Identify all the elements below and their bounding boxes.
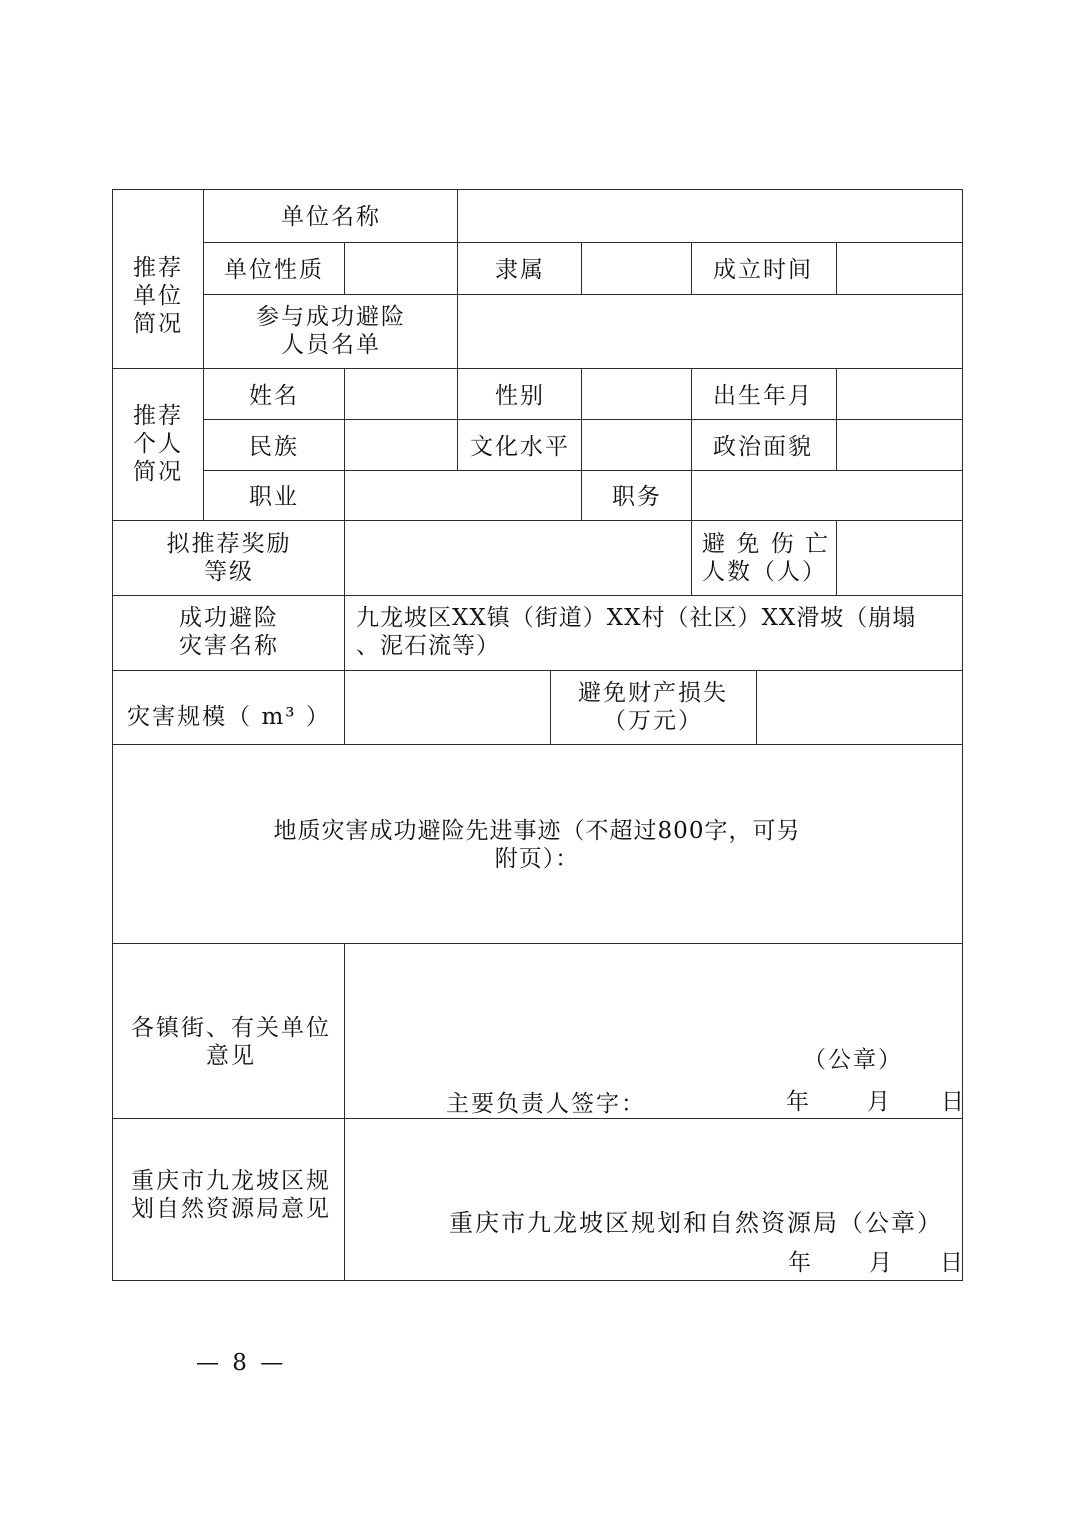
property-loss-label: 避免财产损失 （万元） xyxy=(578,680,728,734)
participants-label: 参与成功避险 人员名单 xyxy=(256,304,406,358)
town-month: 月 xyxy=(867,1089,892,1115)
bureau-year: 年 xyxy=(788,1250,813,1276)
row-line xyxy=(203,294,962,295)
name-label: 姓名 xyxy=(249,383,299,409)
position-label: 职务 xyxy=(612,484,662,510)
row-line xyxy=(112,595,963,596)
deeds-label: 地质灾害成功避险先进事迹（不超过800字，可另附页）： xyxy=(273,818,801,872)
col-line xyxy=(836,242,837,294)
established-label: 成立时间 xyxy=(713,257,813,283)
personal-section-label: 推荐 个人 简况 xyxy=(133,403,183,485)
col-line xyxy=(344,242,345,294)
signature-label: 主要负责人签字： xyxy=(446,1091,646,1117)
col-line xyxy=(344,943,345,1281)
town-year: 年 xyxy=(786,1089,811,1115)
birth-label: 出生年月 xyxy=(713,383,813,409)
town-seal: （公章） xyxy=(803,1047,903,1073)
occupation-label: 职业 xyxy=(249,484,299,510)
row-line xyxy=(203,419,962,420)
unit-name-label: 单位名称 xyxy=(281,204,381,230)
town-opinion-label: 各镇街、有关单位 意见 xyxy=(131,1015,331,1069)
col-line xyxy=(203,189,204,520)
political-status-label: 政治面貌 xyxy=(713,434,813,460)
col-line xyxy=(457,368,458,470)
bureau-month: 月 xyxy=(869,1250,894,1276)
col-line xyxy=(344,368,345,744)
col-line xyxy=(550,670,551,744)
col-line xyxy=(581,242,582,294)
disaster-name-label: 成功避险 灾害名称 xyxy=(179,605,279,659)
disaster-name-value: 九龙坡区XX镇（街道）XX村（社区）XX滑坡（崩塌 、泥石流等） xyxy=(356,605,917,659)
col-line xyxy=(581,368,582,520)
bureau-seal: 重庆市九龙坡区规划和自然资源局（公章） xyxy=(449,1209,943,1237)
row-line xyxy=(203,242,962,243)
casualties-avoided-label: 避 免 伤 亡 人数（人） xyxy=(702,531,830,585)
bureau-day: 日 xyxy=(940,1250,965,1276)
col-line xyxy=(691,368,692,595)
row-line xyxy=(112,1118,963,1119)
table-border-top xyxy=(112,189,963,190)
town-day: 日 xyxy=(941,1089,966,1115)
education-label: 文化水平 xyxy=(470,434,570,460)
ethnicity-label: 民族 xyxy=(249,434,299,460)
col-line xyxy=(836,368,837,470)
table-border-bottom xyxy=(112,1280,963,1281)
affiliation-label: 隶属 xyxy=(495,257,545,283)
award-level-label: 拟推荐奖励 等级 xyxy=(166,531,292,585)
row-line xyxy=(112,670,963,671)
gender-label: 性别 xyxy=(495,383,545,409)
row-line xyxy=(112,943,963,944)
col-line xyxy=(457,189,458,368)
bureau-opinion-label: 重庆市九龙坡区规 划自然资源局意见 xyxy=(131,1168,331,1222)
row-line xyxy=(112,744,963,745)
col-line xyxy=(756,670,757,744)
col-line xyxy=(836,520,837,595)
unit-nature-label: 单位性质 xyxy=(224,257,324,283)
unit-section-label: 推荐 单位 简况 xyxy=(133,255,183,337)
row-line xyxy=(203,470,962,471)
col-line xyxy=(691,242,692,294)
page-number: — 8 — xyxy=(196,1350,287,1376)
disaster-scale-label: 灾害规模（ m³ ） xyxy=(127,704,331,730)
